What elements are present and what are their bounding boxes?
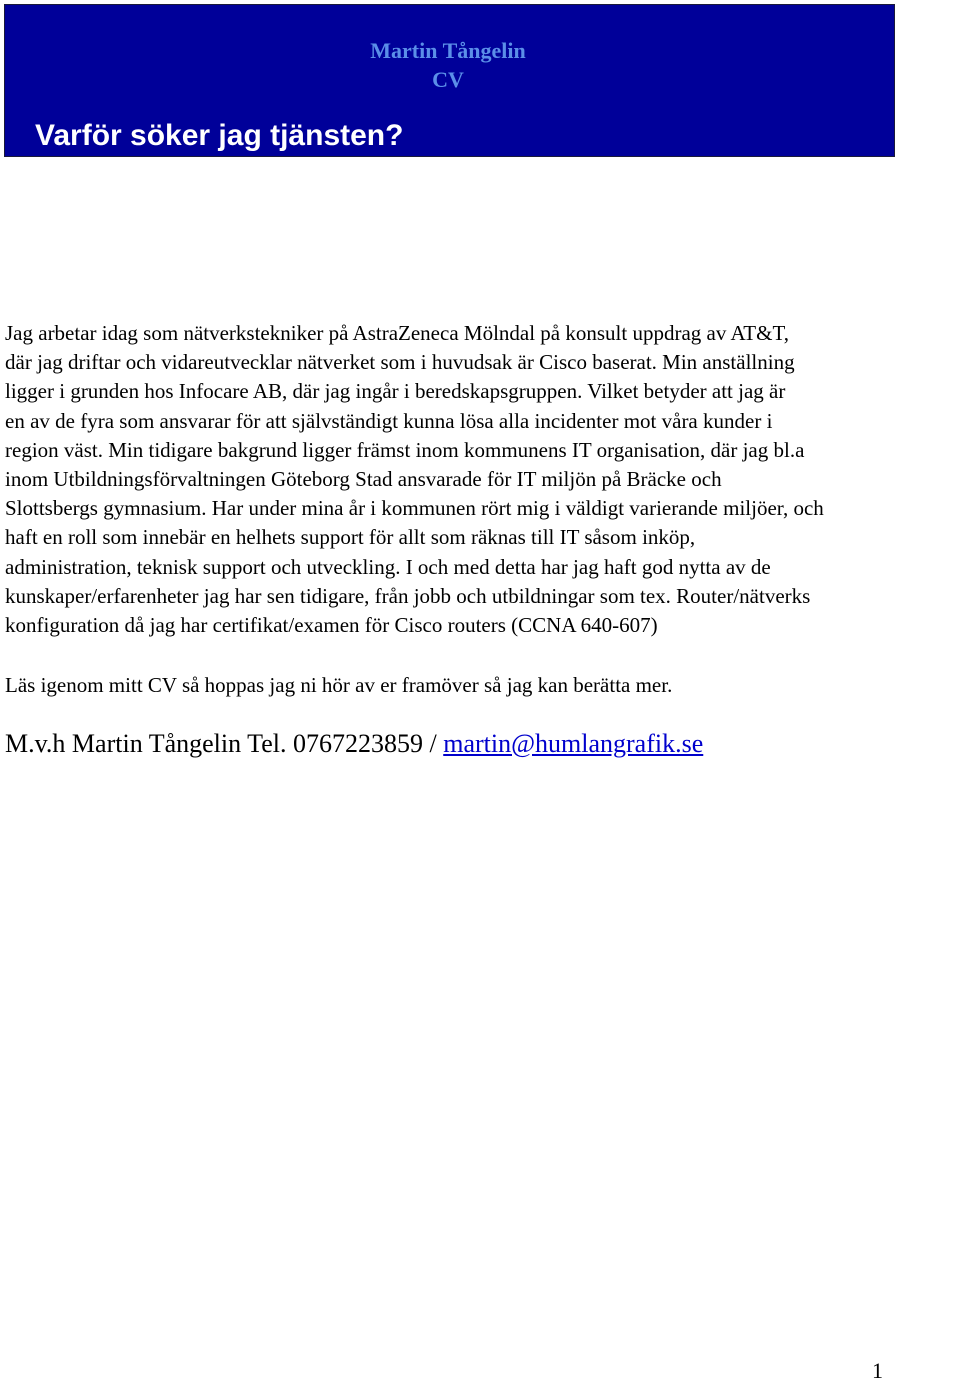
body-line: Jag arbetar idag som nätverkstekniker på AstraZeneca Mölndal på konsult uppdrag av AT&T, [5, 321, 789, 345]
signature-contact: M.v.h Martin Tångelin Tel. 0767223859 / [5, 729, 444, 758]
closing-paragraph: Läs igenom mitt CV så hoppas jag ni hör av er framöver så jag kan berätta mer. [5, 673, 673, 697]
header-author-name: Martin Tångelin [370, 38, 526, 63]
signature-line [5, 727, 703, 761]
body-line: en av de fyra som ansvarar för att självständigt kunna lösa alla incidenter mot våra kunder i [5, 408, 773, 433]
body-line: ligger i grunden hos Infocare AB, där jag ingår i beredskapsgruppen. Vilket betyder att jag är [5, 379, 786, 404]
email-link[interactable]: martin@humlangrafik.se [443, 729, 704, 758]
body-line: Slottsbergs gymnasium. Har under mina år i kommunen rört mig i väldigt varierande miljöer, och [5, 496, 824, 521]
body-line: där jag driftar och vidareutvecklar nätverket som i huvudsak är Cisco baserat. Min anställning [5, 350, 795, 375]
page-number: 1 [872, 1358, 883, 1383]
body-paragraph [5, 319, 959, 640]
header-document-type: CV [432, 67, 464, 92]
body-line: konfiguration då jag har certifikat/examen för Cisco routers (CCNA 640-607) [5, 613, 658, 638]
section-heading: Varför söker jag tjänsten? [35, 119, 404, 152]
body-line: haft en roll som innebär en helhets support för allt som räknas till IT såsom inköp, [5, 525, 696, 550]
body-line: region väst. Min tidigare bakgrund ligger främst inom kommunens IT organisation, där jag bl.a [5, 437, 805, 462]
body-line: administration, teknisk support och utveckling. I och med detta har jag haft god nytta av de [5, 554, 771, 579]
body-line: kunskaper/erfarenheter jag har sen tidigare, från jobb och utbildningar som tex. Router/nätverks [5, 583, 811, 608]
body-line: inom Utbildningsförvaltningen Göteborg Stad ansvarade för IT miljön på Bräcke och [5, 467, 722, 492]
